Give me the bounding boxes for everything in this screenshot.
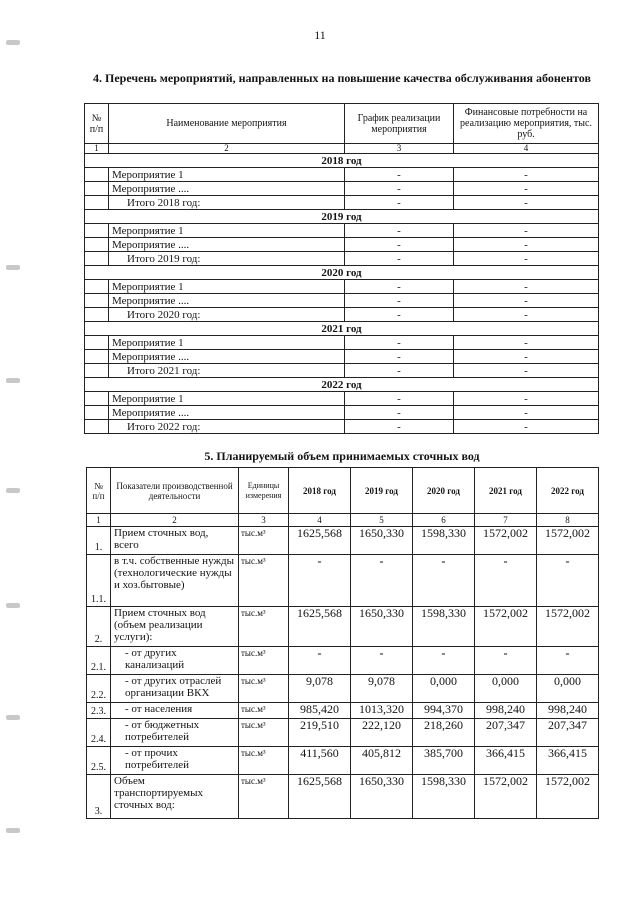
unit-cell: тыс.м³ [239, 747, 289, 775]
index-cell: 5 [351, 514, 413, 527]
table-row [85, 392, 599, 406]
index-cell: 8 [537, 514, 599, 527]
year-label: 2018 год [85, 154, 599, 168]
section-4-title: 4. Перечень мероприятий, направленных на повышение качества обслуживания абонентов [93, 71, 591, 85]
value-cell: 1572,002 [475, 607, 537, 647]
schedule-cell: - [345, 392, 454, 406]
value-cell: 405,812 [351, 747, 413, 775]
schedule-cell: - [345, 252, 454, 266]
table-row [85, 406, 599, 420]
year-row [85, 210, 599, 224]
value-cell: 0,000 [475, 675, 537, 703]
table-row [87, 703, 599, 719]
value-cell: 0,000 [413, 675, 475, 703]
row-number: 2.3. [87, 703, 111, 719]
unit-cell: тыс.м³ [239, 527, 289, 555]
finance-cell: - [454, 252, 599, 266]
header-cell: 2022 год [537, 468, 599, 514]
value-cell: 222,120 [351, 719, 413, 747]
year-label: 2022 год [85, 378, 599, 392]
unit-cell: тыс.м³ [239, 703, 289, 719]
section-5-title: 5. Планируемый объем принимаемых сточных вод [204, 449, 480, 463]
schedule-cell: - [345, 406, 454, 420]
measure-name: Мероприятие 1 [109, 280, 345, 294]
measure-name: Мероприятие .... [109, 182, 345, 196]
index-cell: 3 [345, 144, 454, 154]
scan-speck [6, 488, 20, 493]
schedule-cell: - [345, 224, 454, 238]
value-cell: 0,000 [537, 675, 599, 703]
value-cell: 1650,330 [351, 775, 413, 819]
measure-name: Мероприятие 1 [109, 392, 345, 406]
schedule-cell: - [345, 420, 454, 434]
value-cell: 994,370 [413, 703, 475, 719]
value-cell: 9,078 [351, 675, 413, 703]
table-row [87, 607, 599, 647]
table-row [87, 719, 599, 747]
header-cell: 2019 год [351, 468, 413, 514]
table-header-row [87, 468, 599, 514]
value-cell: 1650,330 [351, 527, 413, 555]
measure-name: Мероприятие .... [109, 238, 345, 252]
index-row [87, 514, 599, 527]
total-label: Итого 2018 год: [109, 196, 345, 210]
row-number: 1. [87, 527, 111, 555]
index-row [85, 144, 599, 154]
finance-cell: - [454, 406, 599, 420]
table-row [87, 555, 599, 607]
header-cell: Показатели производственной деятельности [111, 468, 239, 514]
value-cell: - [475, 647, 537, 675]
schedule-cell: - [345, 182, 454, 196]
finance-cell: - [454, 336, 599, 350]
row-number: 1.1. [87, 555, 111, 607]
total-label: Итого 2022 год: [109, 420, 345, 434]
header-cell: 2020 год [413, 468, 475, 514]
value-cell: 411,560 [289, 747, 351, 775]
index-cell: 7 [475, 514, 537, 527]
table-row [85, 350, 599, 364]
measure-name: Мероприятие .... [109, 406, 345, 420]
measure-name: Мероприятие 1 [109, 224, 345, 238]
unit-cell: тыс.м³ [239, 647, 289, 675]
index-cell: 2 [111, 514, 239, 527]
value-cell: 385,700 [413, 747, 475, 775]
scan-speck [6, 715, 20, 720]
year-row [85, 322, 599, 336]
table-row [87, 527, 599, 555]
value-cell: - [537, 555, 599, 607]
table-row [87, 775, 599, 819]
value-cell: - [289, 555, 351, 607]
header-cell: 2018 год [289, 468, 351, 514]
value-cell: 207,347 [475, 719, 537, 747]
finance-cell: - [454, 350, 599, 364]
table-header-row [85, 104, 599, 144]
value-cell: 1598,330 [413, 527, 475, 555]
measure-name: Мероприятие 1 [109, 168, 345, 182]
header-cell: № п/п [85, 104, 109, 144]
indicator-name: - от других отраслей организации ВКХ [111, 675, 239, 703]
header-cell: 2021 год [475, 468, 537, 514]
header-cell: Финансовые потребности на реализацию мероприятия, тыс. руб. [454, 104, 599, 144]
year-row [85, 154, 599, 168]
total-row [85, 364, 599, 378]
value-cell: 1625,568 [289, 527, 351, 555]
schedule-cell: - [345, 350, 454, 364]
index-cell: 1 [87, 514, 111, 527]
table-row [87, 675, 599, 703]
value-cell: 985,420 [289, 703, 351, 719]
value-cell: 1572,002 [537, 527, 599, 555]
unit-cell: тыс.м³ [239, 607, 289, 647]
unit-cell: тыс.м³ [239, 719, 289, 747]
header-cell: Единицы измерения [239, 468, 289, 514]
scan-speck [6, 828, 20, 833]
value-cell: - [289, 647, 351, 675]
table-row [85, 224, 599, 238]
row-number: 2.5. [87, 747, 111, 775]
finance-cell: - [454, 196, 599, 210]
scan-speck [6, 378, 20, 383]
measure-name: Мероприятие 1 [109, 336, 345, 350]
schedule-cell: - [345, 336, 454, 350]
value-cell: 207,347 [537, 719, 599, 747]
indicator-name: в т.ч. собственные нужды (технологические нужды и хоз.бытовые) [111, 555, 239, 607]
table-row [85, 238, 599, 252]
index-cell: 2 [109, 144, 345, 154]
value-cell: - [351, 555, 413, 607]
value-cell: 1650,330 [351, 607, 413, 647]
finance-cell: - [454, 420, 599, 434]
indicator-name: Объем транспортируемых сточных вод: [111, 775, 239, 819]
scan-speck [6, 40, 20, 45]
value-cell: 366,415 [475, 747, 537, 775]
value-cell: 1625,568 [289, 775, 351, 819]
index-cell: 4 [289, 514, 351, 527]
indicator-name: - от прочих потребителей [111, 747, 239, 775]
row-number: 2.2. [87, 675, 111, 703]
row-number: 2. [87, 607, 111, 647]
value-cell: 1572,002 [475, 527, 537, 555]
value-cell: 9,078 [289, 675, 351, 703]
indicator-name: - от населения [111, 703, 239, 719]
value-cell: 1572,002 [537, 607, 599, 647]
value-cell: 366,415 [537, 747, 599, 775]
index-cell: 1 [85, 144, 109, 154]
schedule-cell: - [345, 238, 454, 252]
value-cell: - [413, 555, 475, 607]
scan-speck [6, 603, 20, 608]
header-cell: № п/п [87, 468, 111, 514]
schedule-cell: - [345, 364, 454, 378]
finance-cell: - [454, 224, 599, 238]
finance-cell: - [454, 182, 599, 196]
table-row [85, 182, 599, 196]
unit-cell: тыс.м³ [239, 775, 289, 819]
schedule-cell: - [345, 168, 454, 182]
total-row [85, 420, 599, 434]
indicator-name: - от других канализаций [111, 647, 239, 675]
year-label: 2019 год [85, 210, 599, 224]
row-number: 2.4. [87, 719, 111, 747]
finance-cell: - [454, 392, 599, 406]
value-cell: 219,510 [289, 719, 351, 747]
page-number: 11 [314, 28, 326, 42]
total-row [85, 252, 599, 266]
unit-cell: тыс.м³ [239, 675, 289, 703]
value-cell: - [351, 647, 413, 675]
scan-speck [6, 265, 20, 270]
schedule-cell: - [345, 308, 454, 322]
value-cell: - [475, 555, 537, 607]
table-row [85, 336, 599, 350]
finance-cell: - [454, 308, 599, 322]
header-cell: График реализации мероприятия [345, 104, 454, 144]
table-row [87, 647, 599, 675]
finance-cell: - [454, 294, 599, 308]
measures-table [84, 103, 599, 434]
finance-cell: - [454, 238, 599, 252]
table-row [85, 280, 599, 294]
unit-cell: тыс.м³ [239, 555, 289, 607]
wastewater-volume-table [86, 467, 599, 819]
indicator-name: Прием сточных вод, всего [111, 527, 239, 555]
value-cell: 998,240 [537, 703, 599, 719]
value-cell: 1598,330 [413, 775, 475, 819]
schedule-cell: - [345, 196, 454, 210]
index-cell: 4 [454, 144, 599, 154]
value-cell: 998,240 [475, 703, 537, 719]
table-row [85, 168, 599, 182]
year-label: 2020 год [85, 266, 599, 280]
total-label: Итого 2019 год: [109, 252, 345, 266]
value-cell: 1598,330 [413, 607, 475, 647]
value-cell: 218,260 [413, 719, 475, 747]
total-row [85, 196, 599, 210]
value-cell: 1572,002 [475, 775, 537, 819]
total-row [85, 308, 599, 322]
value-cell: - [537, 647, 599, 675]
row-number: 3. [87, 775, 111, 819]
indicator-name: - от бюджетных потребителей [111, 719, 239, 747]
value-cell: 1625,568 [289, 607, 351, 647]
finance-cell: - [454, 168, 599, 182]
schedule-cell: - [345, 280, 454, 294]
total-label: Итого 2021 год: [109, 364, 345, 378]
measure-name: Мероприятие .... [109, 294, 345, 308]
index-cell: 3 [239, 514, 289, 527]
year-row [85, 378, 599, 392]
year-row [85, 266, 599, 280]
table-row [85, 294, 599, 308]
row-number: 2.1. [87, 647, 111, 675]
year-label: 2021 год [85, 322, 599, 336]
total-label: Итого 2020 год: [109, 308, 345, 322]
header-cell: Наименование мероприятия [109, 104, 345, 144]
value-cell: 1013,320 [351, 703, 413, 719]
finance-cell: - [454, 364, 599, 378]
table-row [87, 747, 599, 775]
finance-cell: - [454, 280, 599, 294]
schedule-cell: - [345, 294, 454, 308]
value-cell: - [413, 647, 475, 675]
index-cell: 6 [413, 514, 475, 527]
measure-name: Мероприятие .... [109, 350, 345, 364]
indicator-name: Прием сточных вод (объем реализации услуги): [111, 607, 239, 647]
value-cell: 1572,002 [537, 775, 599, 819]
